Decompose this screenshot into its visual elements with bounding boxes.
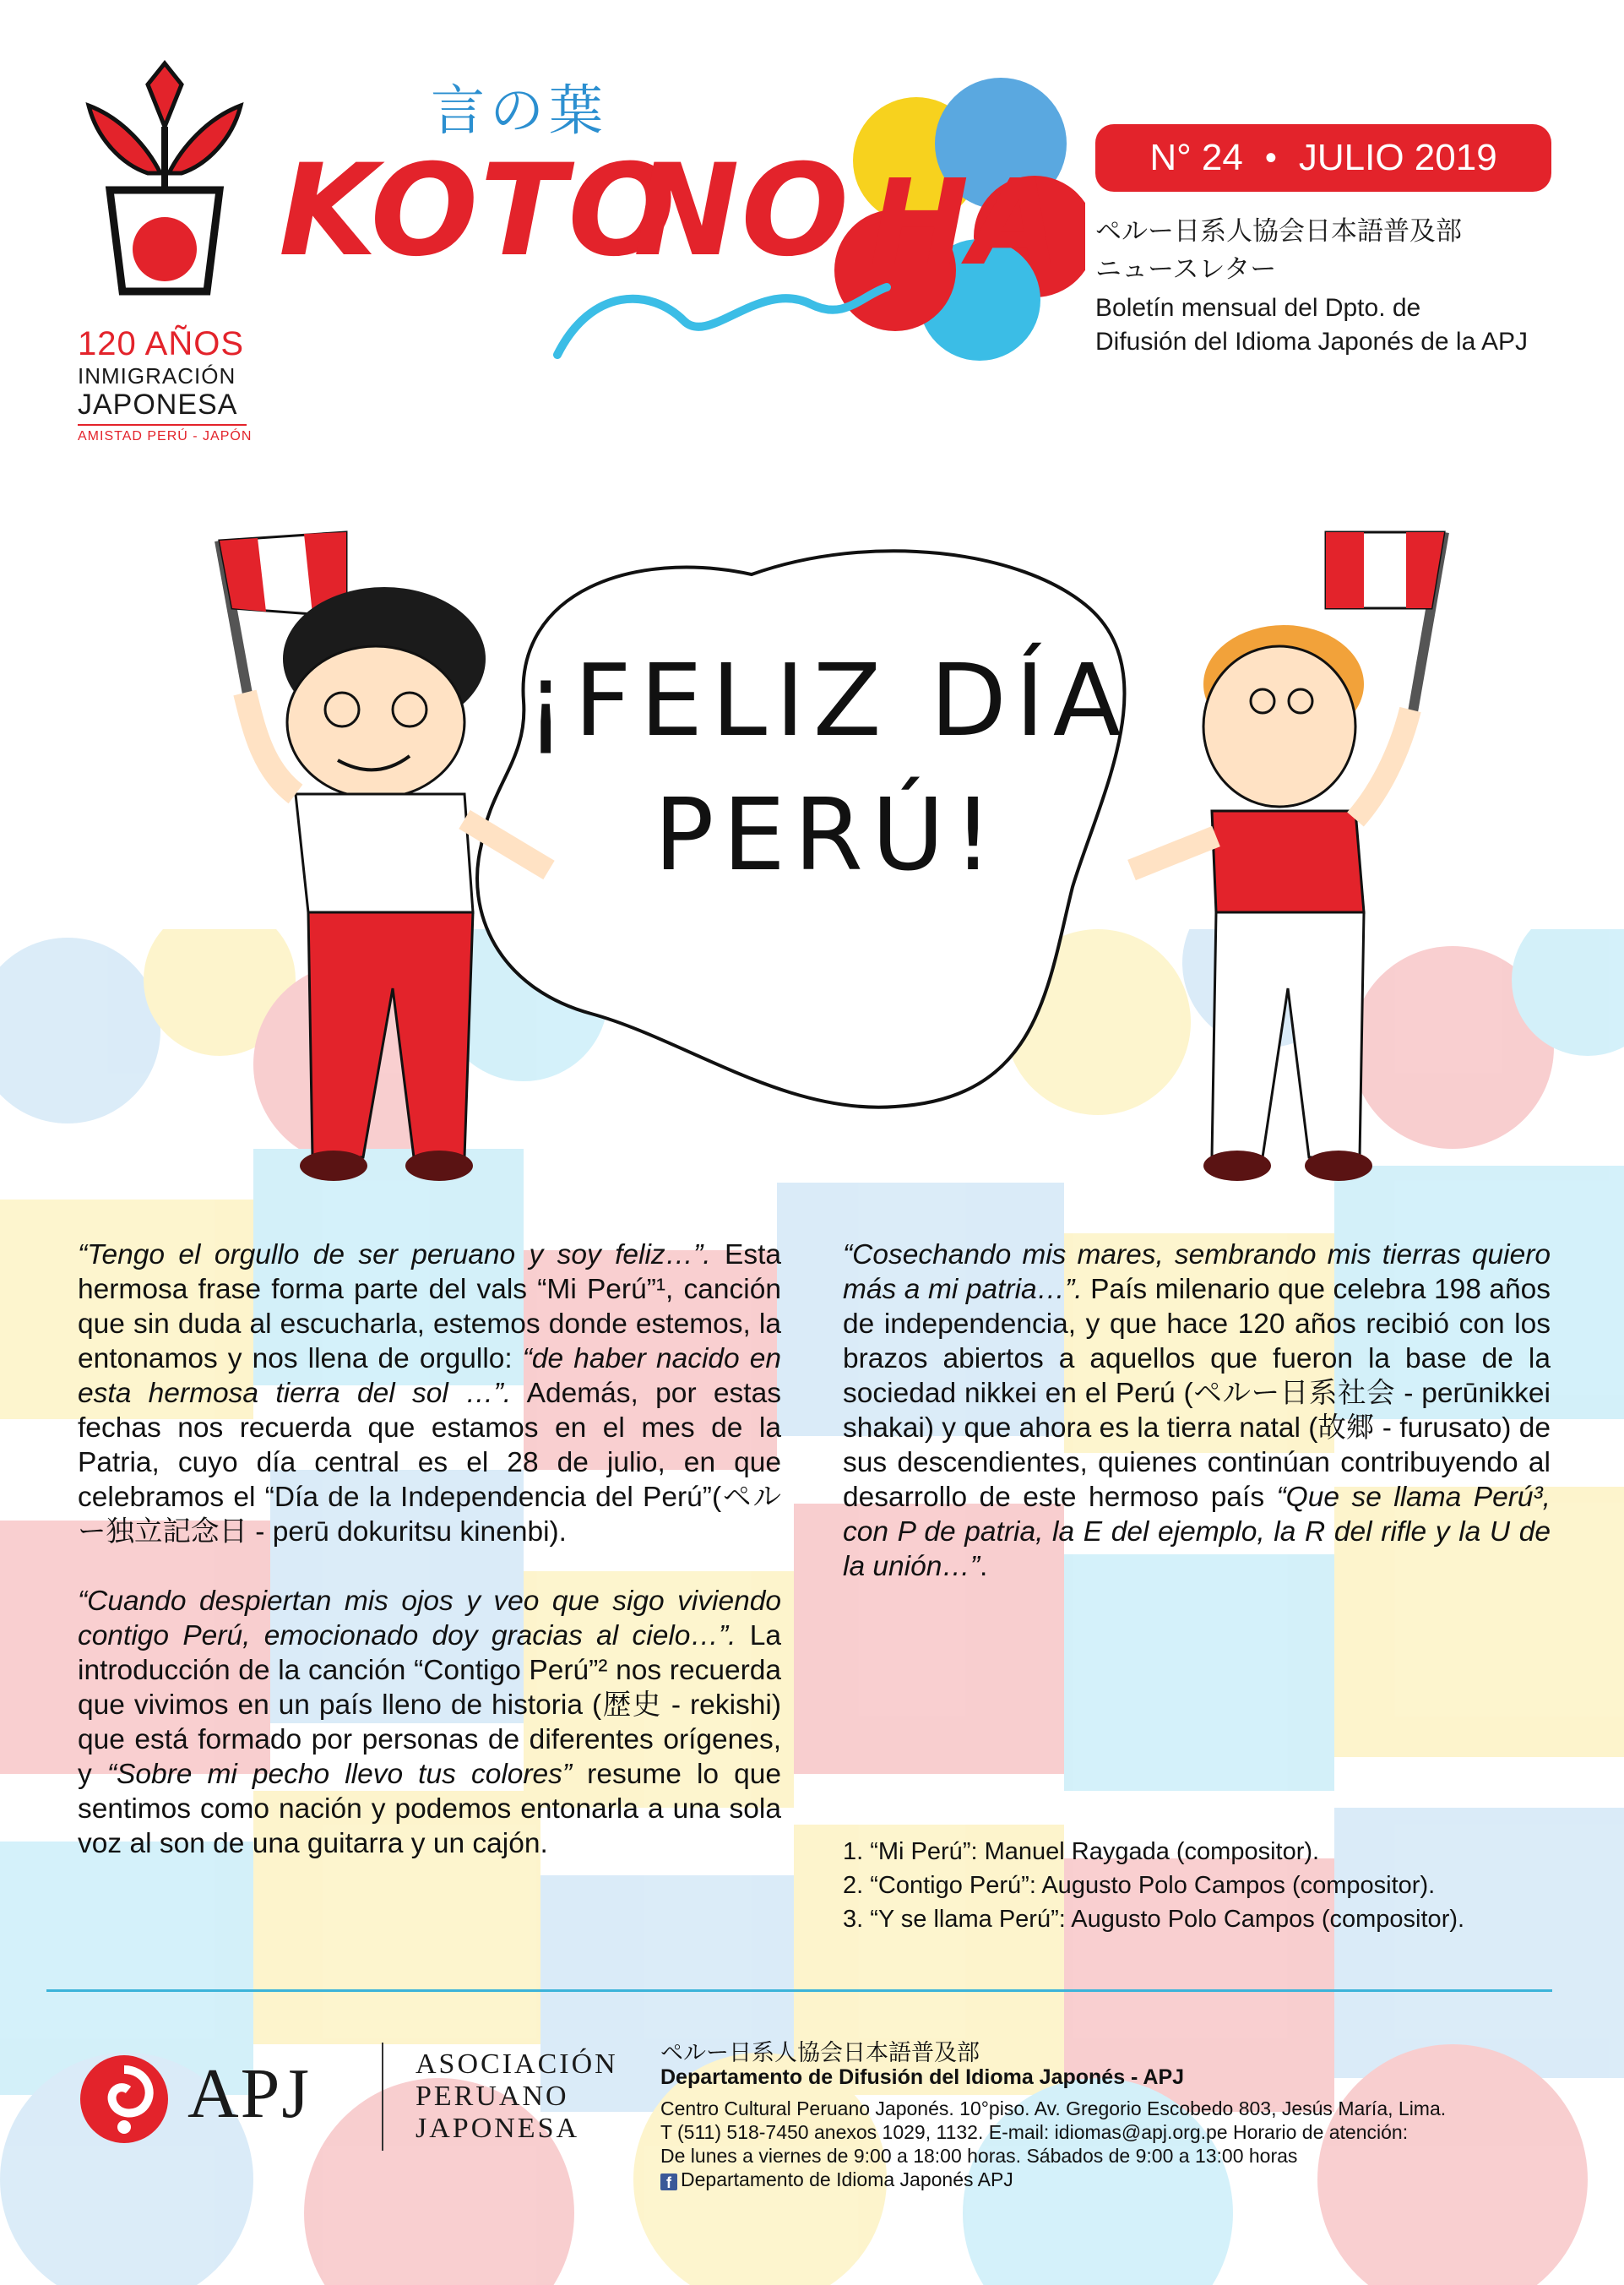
text: . bbox=[980, 1551, 988, 1582]
hero-greeting bbox=[507, 634, 1149, 903]
title-no: NO bbox=[633, 138, 851, 285]
quote: “Que se llama Perú³, con P de patria, la E del ejemplo, la R del rifle y la U de la unión…” bbox=[843, 1482, 1551, 1582]
tulip-logo-icon bbox=[80, 46, 249, 300]
hero-line-1: ¡FELIZ DÍA bbox=[525, 642, 1130, 759]
subtitle-es-2: Difusión del Idioma Japonés de la APJ bbox=[1095, 328, 1528, 356]
subtitle-es-1: Boletín mensual del Dpto. de bbox=[1095, 294, 1421, 322]
footnote-3: 3. “Y se llama Perú”: Augusto Polo Campos (compositor). bbox=[843, 1906, 1465, 1933]
quote: “Cosechando mis mares, sembrando mis tierras quiero más a mi patria…”. bbox=[843, 1239, 1551, 1305]
issue-separator: • bbox=[1264, 139, 1277, 177]
facebook-icon: f bbox=[660, 2173, 677, 2190]
footer-dept-jp: ペルー日系人協会日本語普及部 bbox=[660, 2040, 980, 2066]
apj-separator bbox=[382, 2043, 383, 2151]
anniversary-line3: JAPONESA bbox=[78, 389, 238, 421]
apj-name bbox=[416, 2048, 618, 2145]
footer-facebook[interactable] bbox=[660, 2168, 1013, 2191]
footnote-1: 1. “Mi Perú”: Manuel Raygada (compositor). bbox=[843, 1838, 1320, 1865]
footnote-2: 2. “Contigo Perú”: Augusto Polo Campos (compositor). bbox=[843, 1872, 1436, 1899]
article-right-column bbox=[843, 1238, 1551, 1619]
facebook-link[interactable]: Departamento de Idioma Japonés APJ bbox=[681, 2168, 1013, 2190]
quote: “Sobre mi pecho llevo tus colores” bbox=[106, 1759, 573, 1790]
anniversary-divider bbox=[78, 424, 247, 426]
anniversary-line2: INMIGRACIÓN bbox=[78, 363, 236, 389]
right-boy-figure bbox=[1132, 532, 1444, 1181]
kotoba-kanji: 言の葉 bbox=[431, 80, 608, 143]
issue-badge bbox=[1095, 124, 1551, 192]
quote: “Cuando despiertan mis ojos y veo que sigo viviendo contigo Perú, emocionado doy gracias al cielo…”. bbox=[78, 1586, 781, 1651]
title-koto: KOTO bbox=[279, 138, 677, 285]
text: resume lo que sentimos como nación y podemos entonarla a una sola voz al son de una guitarra y un cajón. bbox=[78, 1759, 781, 1859]
apj-name-line: PERUANO bbox=[416, 2081, 569, 2112]
footer-address: Centro Cultural Peruano Japonés. 10°piso. Av. Gregorio Escobedo 803, Jesús María, Lima. bbox=[660, 2097, 1447, 2119]
quote: “de haber nacido en esta hermosa tierra del sol …”. bbox=[78, 1343, 781, 1409]
subtitle-jp-1: ペルー日系人協会日本語普及部 bbox=[1095, 216, 1462, 247]
subtitle-jp-2: ニュースレター bbox=[1095, 254, 1277, 285]
apj-emblem-icon bbox=[78, 2053, 171, 2146]
text: País milenario que celebra 198 años de independencia, y que hace 120 años recibió con los brazos abiertos a aquellos que fueron la base de la sociedad nikkei en el Perú (ペルー日系社会 - perūnikkei shakai) y que ahora es la tierra natal (故郷 - furusato) de sus descendientes, quienes continúan contribuyendo al desarrollo de este hermoso país bbox=[843, 1274, 1551, 1513]
footer-hours: De lunes a viernes de 9:00 a 18:00 horas. Sábados de 9:00 a 13:00 horas bbox=[660, 2145, 1298, 2167]
footer-contact: T (511) 518-7450 anexos 1029, 1132. E-mail: idiomas@apj.org.pe Horario de atención: bbox=[660, 2121, 1409, 2143]
quote: “Tengo el orgullo de ser peruano y soy feliz…”. bbox=[78, 1239, 711, 1270]
anniversary-line4: AMISTAD PERÚ - JAPÓN bbox=[78, 429, 253, 443]
footnotes bbox=[843, 1835, 1464, 1936]
title-ha: HA bbox=[870, 155, 1061, 292]
article-left-column bbox=[78, 1238, 781, 1896]
footer-divider bbox=[46, 1989, 1552, 1992]
article-paragraph bbox=[78, 1584, 781, 1861]
issue-date: JULIO 2019 bbox=[1298, 137, 1497, 178]
article-paragraph bbox=[843, 1238, 1551, 1584]
apj-logo-text: APJ bbox=[187, 2054, 312, 2133]
article-paragraph bbox=[78, 1238, 781, 1549]
issue-number: N° 24 bbox=[1149, 137, 1243, 178]
hero-line-2: PERÚ! bbox=[654, 776, 1002, 894]
text: Esta hermosa frase forma parte del vals “Mi Perú”¹, canción que sin duda al escucharla, estemos donde estemos, la entonamos y nos llena de orgullo: bbox=[78, 1239, 782, 1374]
apj-name-line: JAPONESA bbox=[416, 2113, 580, 2144]
footer-dept-es: Departamento de Difusión del Idioma Japonés - APJ bbox=[660, 2065, 1185, 2089]
anniversary-years: 120 AÑOS bbox=[78, 325, 245, 362]
apj-name-line: ASOCIACIÓN bbox=[416, 2048, 618, 2080]
text: Además, por estas fechas nos recuerda que estamos en el mes de la Patria, cuyo día central es el 28 de julio, en que celebramos el “Día de la Independencia del Perú”(ペルー独立記念日 - perū dokuritsu kinenbi). bbox=[78, 1378, 782, 1548]
text: La introducción de la canción “Contigo Perú”² nos recuerda que vivimos en un país lleno de historia (歴史 - rekishi) que está formado por personas de diferentes orígenes, y bbox=[78, 1620, 781, 1790]
